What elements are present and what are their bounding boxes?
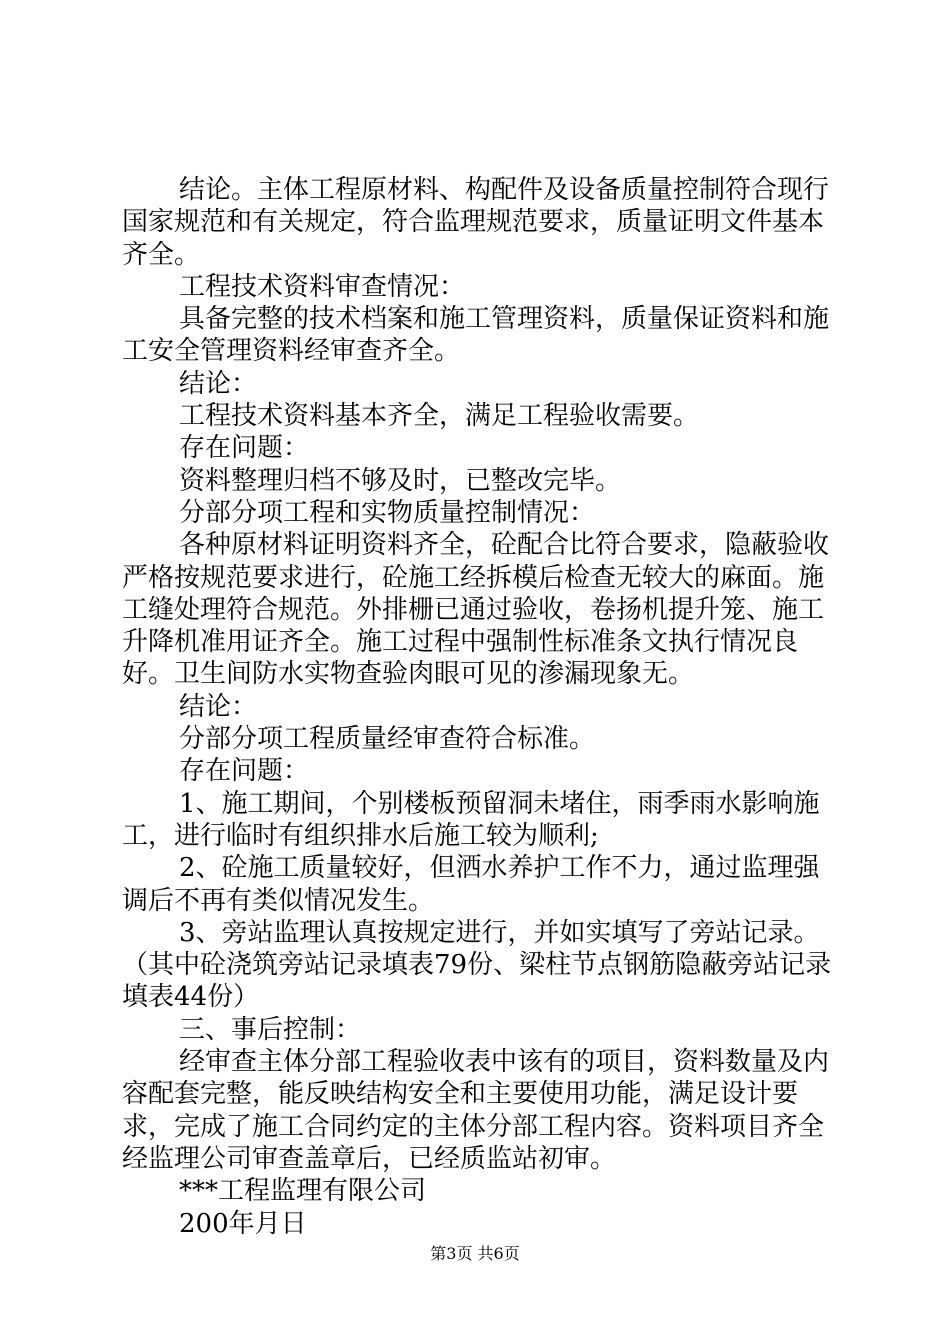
date-line: 200年月日 bbox=[179, 1208, 307, 1239]
page-footer bbox=[0, 1244, 950, 1264]
heading-post-control: 三、事后控制： bbox=[179, 1014, 362, 1045]
issue-item-2: 2、砼施工质量较好，但洒水养护工作不力，通过监理强调后不再有类似情况发生。 bbox=[122, 853, 820, 916]
document-body bbox=[122, 174, 842, 1240]
heading-quality-control: 分部分项工程和实物质量控制情况： bbox=[179, 497, 596, 528]
paragraph-technical-data-conclusion: 工程技术资料基本齐全，满足工程验收需要。 bbox=[179, 401, 700, 432]
label-issues: 存在问题： bbox=[179, 756, 310, 787]
heading-technical-data-review: 工程技术资料审查情况： bbox=[179, 271, 466, 302]
company-name: ***工程监理有限公司 bbox=[179, 1176, 427, 1207]
issue-item-3: 3、旁站监理认真按规定进行，并如实填写了旁站记录。（其中砼浇筑旁站记录填表79份、梁柱节点钢筋隐蔽旁站记录填表44份） bbox=[122, 917, 832, 1013]
paragraph-conclusion-materials: 结论。主体工程原材料、构配件及设备质量控制符合现行国家规范和有关规定，符合监理规范要求，质量证明文件基本齐全。 bbox=[122, 175, 830, 270]
issue-item-1: 1、施工期间，个别楼板预留洞未堵住，雨季雨水影响施工，进行临时有组织排水后施工较为顺利; bbox=[122, 788, 820, 851]
paragraph-quality-conclusion: 分部分项工程质量经审查符合标准。 bbox=[179, 724, 596, 755]
paragraph-archiving-issue: 资料整理归档不够及时，已整改完毕。 bbox=[179, 465, 622, 496]
page-number: 第3页 共6页 bbox=[430, 1244, 520, 1263]
label-conclusion: 结论： bbox=[179, 691, 258, 722]
paragraph-post-control: 经审查主体分部工程验收表中该有的项目，资料数量及内容配套完整，能反映结构安全和主要使用功能，满足设计要求，完成了施工合同约定的主体分部工程内容。资料项目齐全经监理公司审查盖章后，已经质监站初审。 bbox=[122, 1047, 830, 1174]
paragraph-quality-control-details: 各种原材料证明资料齐全，砼配合比符合要求，隐蔽验收严格按规范要求进行，砼施工经拆模后检查无较大的麻面。施工缝处理符合规范。外排栅已通过验收，卷扬机提升笼、施工升降机准用证齐全。施工过程中强制性标准条文执行情况良好。卫生间防水实物查验肉眼可见的渗漏现象无。 bbox=[122, 530, 830, 690]
paragraph-technical-archives: 具备完整的技术档案和施工管理资料，质量保证资料和施工安全管理资料经审查齐全。 bbox=[122, 304, 830, 367]
label-issues: 存在问题： bbox=[179, 433, 310, 464]
label-conclusion: 结论： bbox=[179, 368, 258, 399]
